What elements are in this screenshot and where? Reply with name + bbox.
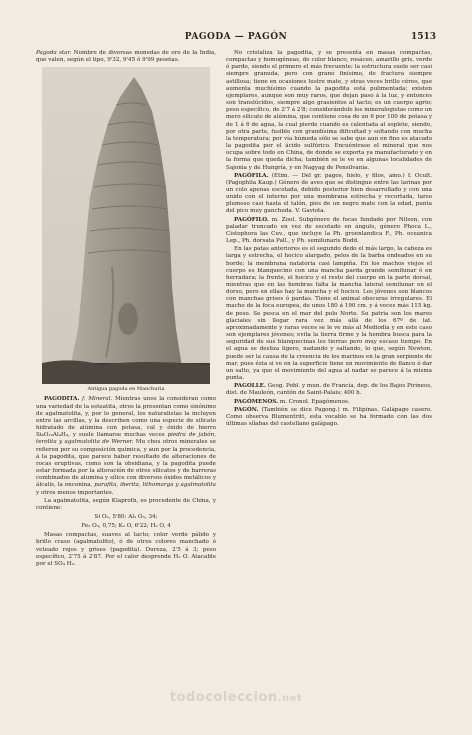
paragraph: No cristaliza la pagodita, y se presenta en masas compactas, compactas y homogéneas, de color blanco, rosáceo, amarillo gris, verde ó pardo, siendo el primero el más frecuente; la estructura suele ser casi siempre granuda, pero con grano finísimo, de fractura siempre astillosa; tiene en ocasiones lustre mate, y otras veces brillo céreo, que aumenta muchísimo cuando la pagodita está pulimentada; existen ejemplares, aunque son muy raros, que dejan paso á la luz, y entonces son translúcidos, siempre algo grasientos al tacto; es un cuerpo agrio; peso específico, de 2'7 á 2'8; considerándolo los mineralogistas como un mero silicato de alúmina, que contiene cosa de un 6 por 100 de potasa y de 1 á 6 de agua, la cual pierde cuando es calentada al soplete, siendo, por otra parte, fusible con grandísima dificultad y soltando con mucha la temperatura; por vía húmeda sólo se sabe que aun en fino es atacado la pagodita por el ácido sulfúrico. Encuéntrase el mineral que nos ocupa sobre todo en China, de donde se exporta ya manufacturado y en la forma que queda dicha; también se le ve en algunas localidades de Sajonia y de Hungría, y en Nagyag de Pensilvania. [226, 50, 432, 171]
page-number: 1513 [410, 32, 436, 42]
entry-pagoda-star [36, 50, 216, 64]
pagoda-photo-icon [42, 67, 210, 384]
entry-text: Nombre de diversas monedas de oro de la India, que valen, según el tipo, 9'32, 9'45 ó 9'99 pesetas. [36, 50, 216, 64]
paragraph: Masas compactas, suaves al tacto; color verde pálido y brillo craso (agalmatolito), ó de otros colores manchado ó veteado rojos y grises (pagodita). Dureza, 2'5 á 3; peso específico, 2'75 á 2'87. Por el calor desprende H₂ O. Atacable por el SO₄ H₂. [36, 532, 216, 567]
inline-formula: Si₈O₂₂Al₄H₄ [36, 432, 69, 439]
entry-pagodita [36, 396, 216, 496]
left-column [36, 50, 216, 569]
pagoda-figure [42, 67, 210, 384]
entry-term: PAGÓMENOS. [234, 398, 279, 405]
entry-term: PAGÓFILO. [234, 216, 269, 223]
entry-text: (Etim. — Del gr. pagos, hielo, y filos, amo.) f. Ocult. (Pagophila Kaup.) Género de aves que se distingue entre las larinas por un colo apenas escotada, debido posterior bien desarrollado y con una unido con el interno por una membrana estrecha y recortada, tarso plumoso casi hasta el talón, pies de un negro mate con la edad, punta del pico muy ganchuda. V. Gaviota. [226, 172, 432, 215]
watermark-suffix: net [281, 693, 303, 704]
entry-term: Pagoda star. [36, 50, 72, 56]
entry-term: PAGOLLE. [234, 383, 266, 390]
entry-term: PAGÓN. [234, 406, 259, 413]
entry-italic: parafita, iberita, lithomarga y agalmatolita [94, 482, 216, 489]
entry-text: Mientras unos la consideran como una variedad de la esteatita, otros la presentan como sinónimo de agalmatolita, y, por lo general, los naturalistas la incluyen entre las arcillas, y la describen como una especie de silicato hidratado de alúmina con potasa, cal y óxido de hierro [36, 396, 216, 432]
entry-text: (También se dice Pagong.) m. Filipinas. Galápago casero. Como observa Blumentritt, esta vocablo se ha formado con las dos últimas sílabas del castellano galápago. [226, 406, 432, 427]
entry-text: m. Zool. Subgénero de focas fundado por Nilson, con paladar truncado en vez de escotado en ángulo, género Phoca L., Cistophora las Cuv., que incluye la Ph. groenlandica F., Ph. oceanica Lep., Ph. dorsata Pall., y Ph. semilunaris Bodd. [226, 216, 432, 245]
watermark [0, 690, 472, 705]
entry-text: , y suele llamarse muchas veces [68, 432, 165, 439]
paragraph: En las patas anteriores es el segundo dedo el más largo, la cabeza es larga y estrecha, el hocico alargado, pelos de la barba ondeados en su borde; la membrana natatoria casi lampiña. En los machos viejos el cuerpo es blanquecino con una mancha parda grande semilunar ó en herradura; la frente, el hocico y el resto del cuerpo en la parte dorsal, mientras que en las hembras falta la mancha lateral semilunar en el dorso, pero en ellas hay la mancha y el hocico. Los jóvenes son blancos con manchas grises ó pardas. Tiene el animal obscuras irregulares. El macho de la foca europea, de unos 180 á 190 cm. y á veces más 115 kg. de peso. Se pesca en el mar del polo Norte. Su patria son los mares glaciales sin llegar rara vez más allá de los 67º de lat. aproximadamente y raras veces se le ve más al Mediodía y en este caso son ejemplares jóvenes; evita la tierra firme y la hembra busca para la seguridad de sus blanquecinas les tierras pero muy escaso tiempo. En el agua se desliza ligero, nadando y saltando, lo que, según Newton, puede ser la causa de la creencia de los marinos en la gran serpiente de mar, pues ésta si ve en la superficie tiene un movimiento de flanco ó dar un salto, ya que el movimiento del agua al nadar se parece á la misma punta. [226, 246, 432, 382]
entry-italic: piedra de jabón, terolita y agalmatolita de Werner. [36, 432, 216, 446]
entry-text: Mu chos otros minerales se refieren por su composición química, y aun por la procedencia, á la pagodita, que parece haber resultado de alteraciones de rocas eruptivas, como son la obsidiana, y la pagodita puede estar formada por la alteración de otros silicatos y de barreras combinados de alumina y sílice con diversos óxidos metálicos y álcalis, la onconina, [36, 439, 216, 489]
right-column [226, 50, 432, 429]
entry-gender: f. [82, 396, 86, 403]
formula-line: Fe₂ O₃, 0,75; K₂ O, 6'22; H₂ O, 4 [81, 523, 171, 530]
entry-term: PAGÓFILA. [234, 172, 269, 179]
entry-term: PAGODITA. [44, 396, 80, 403]
formula-line: Si O₂, 5'80: Al₂ O₃, 34; [94, 513, 158, 520]
watermark-dot: . [277, 693, 282, 704]
figure-caption: Antigua pagoda en Manchuria [87, 386, 165, 393]
header-title: PAGODA — PAGÓN [184, 32, 288, 42]
entry-text: m. Cronol. Epagómenos. [279, 398, 350, 405]
entry-pagomenos [226, 399, 432, 406]
entry-pagolle [226, 383, 432, 397]
watermark-brand: todocoleccion [169, 690, 278, 705]
entry-pagofila [226, 173, 432, 216]
entry-text: y otros menos importantes. [36, 489, 114, 496]
entry-field: Mineral. [88, 396, 113, 403]
entry-pagon [226, 407, 432, 428]
running-header [36, 32, 436, 44]
paragraph: La agalmatolita, según Klaproth, es procedente de China, y contiene: [36, 497, 216, 511]
entry-text: Geog. Pobl. y mun. de Francia, dep. de los Bajos Pirineos, dist. de Mauleón, cantón de Saint-Palais; 400 h. [226, 383, 432, 397]
entry-pagofilo [226, 217, 432, 246]
